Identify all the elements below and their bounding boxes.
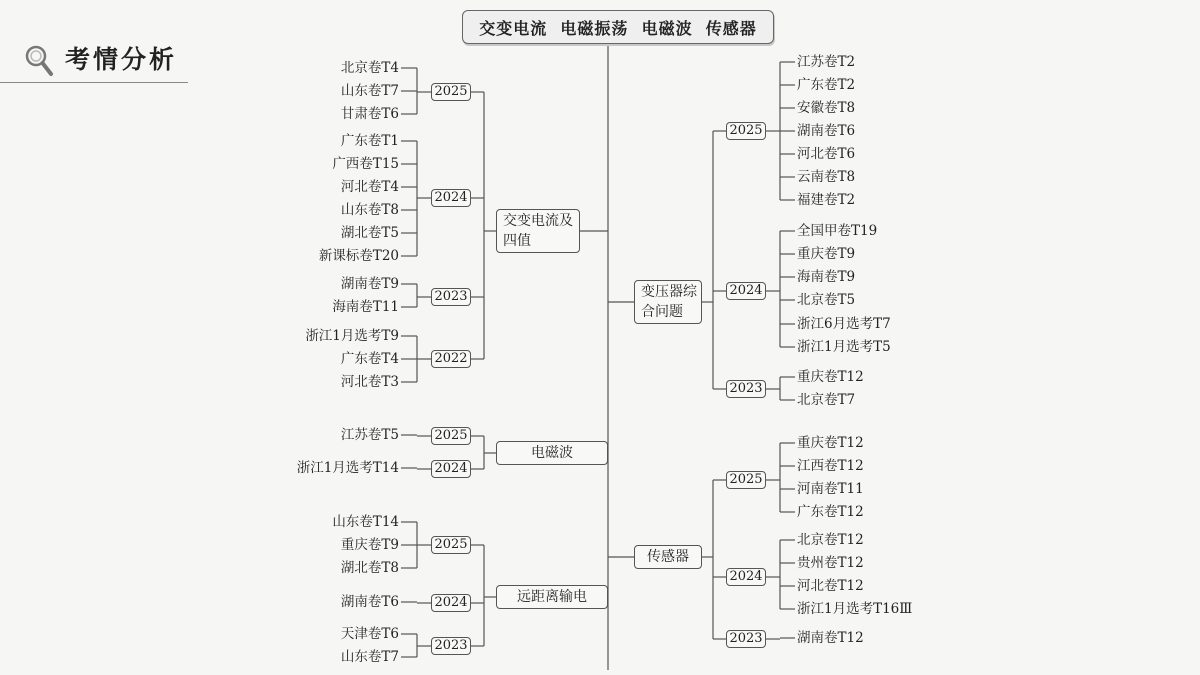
year-node: 2024	[726, 282, 766, 300]
year-node: 2024	[431, 189, 471, 207]
exam-item: 山东卷T7	[340, 649, 399, 665]
exam-item: 湖南卷T6	[797, 123, 856, 139]
topic-node: 传感器	[634, 545, 702, 569]
exam-item: 海南卷T11	[332, 299, 399, 315]
exam-item: 江苏卷T2	[797, 54, 856, 70]
topic-node: 电磁波	[496, 441, 608, 465]
year-node: 2025	[726, 122, 766, 140]
exam-item: 广东卷T1	[340, 133, 399, 149]
exam-item: 湖北卷T8	[340, 560, 399, 576]
year-node: 2024	[431, 460, 471, 478]
section-underline	[0, 82, 188, 83]
page-title: 交变电流 电磁振荡 电磁波 传感器	[462, 10, 774, 44]
exam-item: 山东卷T8	[340, 202, 399, 218]
exam-item: 湖南卷T9	[340, 276, 399, 292]
exam-item: 江苏卷T5	[340, 427, 399, 443]
exam-item: 浙江1月选考T5	[797, 339, 891, 355]
exam-item: 广西卷T15	[332, 156, 399, 172]
exam-item: 云南卷T8	[797, 169, 856, 185]
search-icon	[24, 44, 54, 78]
exam-item: 广东卷T4	[340, 351, 399, 367]
year-node: 2025	[431, 83, 471, 101]
year-node: 2025	[431, 427, 471, 445]
topic-node: 远距离输电	[496, 585, 608, 609]
year-node: 2023	[726, 630, 766, 648]
year-node: 2025	[726, 471, 766, 489]
exam-item: 重庆卷T12	[797, 369, 864, 385]
exam-item: 河南卷T11	[797, 481, 864, 497]
year-node: 2024	[431, 594, 471, 612]
topic-node: 变压器综合问题	[634, 280, 702, 324]
year-node: 2022	[431, 350, 471, 368]
exam-item: 北京卷T7	[797, 392, 856, 408]
exam-item: 山东卷T14	[332, 514, 399, 530]
exam-item: 重庆卷T12	[797, 435, 864, 451]
exam-item: 福建卷T2	[797, 192, 856, 208]
year-node: 2024	[726, 568, 766, 586]
exam-item: 北京卷T12	[797, 532, 864, 548]
exam-item: 新课标卷T20	[318, 248, 399, 264]
exam-item: 安徽卷T8	[797, 100, 856, 116]
exam-item: 江西卷T12	[797, 458, 864, 474]
exam-item: 湖北卷T5	[340, 225, 399, 241]
exam-item: 河北卷T3	[340, 374, 399, 390]
exam-item: 海南卷T9	[797, 269, 856, 285]
exam-item: 浙江6月选考T7	[797, 316, 891, 332]
section-title: 考情分析	[65, 45, 178, 74]
year-node: 2025	[431, 536, 471, 554]
exam-item: 山东卷T7	[340, 83, 399, 99]
exam-item: 河北卷T4	[340, 179, 399, 195]
exam-item: 浙江1月选考T16Ⅲ	[797, 601, 913, 617]
year-node: 2023	[431, 288, 471, 306]
year-node: 2023	[431, 637, 471, 655]
exam-item: 重庆卷T9	[340, 537, 399, 553]
exam-item: 河北卷T12	[797, 578, 864, 594]
exam-item: 广东卷T12	[797, 504, 864, 520]
exam-item: 浙江1月选考T14	[296, 460, 399, 476]
exam-item: 全国甲卷T19	[797, 223, 878, 239]
exam-item: 湖南卷T12	[797, 630, 864, 646]
exam-item: 天津卷T6	[340, 626, 399, 642]
exam-item: 重庆卷T9	[797, 246, 856, 262]
exam-item: 湖南卷T6	[340, 594, 399, 610]
exam-item: 河北卷T6	[797, 146, 856, 162]
topic-node: 交变电流及四值	[496, 209, 580, 253]
exam-item: 甘肃卷T6	[340, 106, 399, 122]
exam-item: 贵州卷T12	[797, 555, 864, 571]
exam-item: 北京卷T5	[797, 292, 856, 308]
year-node: 2023	[726, 380, 766, 398]
exam-item: 北京卷T4	[340, 60, 399, 76]
exam-item: 浙江1月选考T9	[305, 328, 399, 344]
exam-item: 广东卷T2	[797, 77, 856, 93]
